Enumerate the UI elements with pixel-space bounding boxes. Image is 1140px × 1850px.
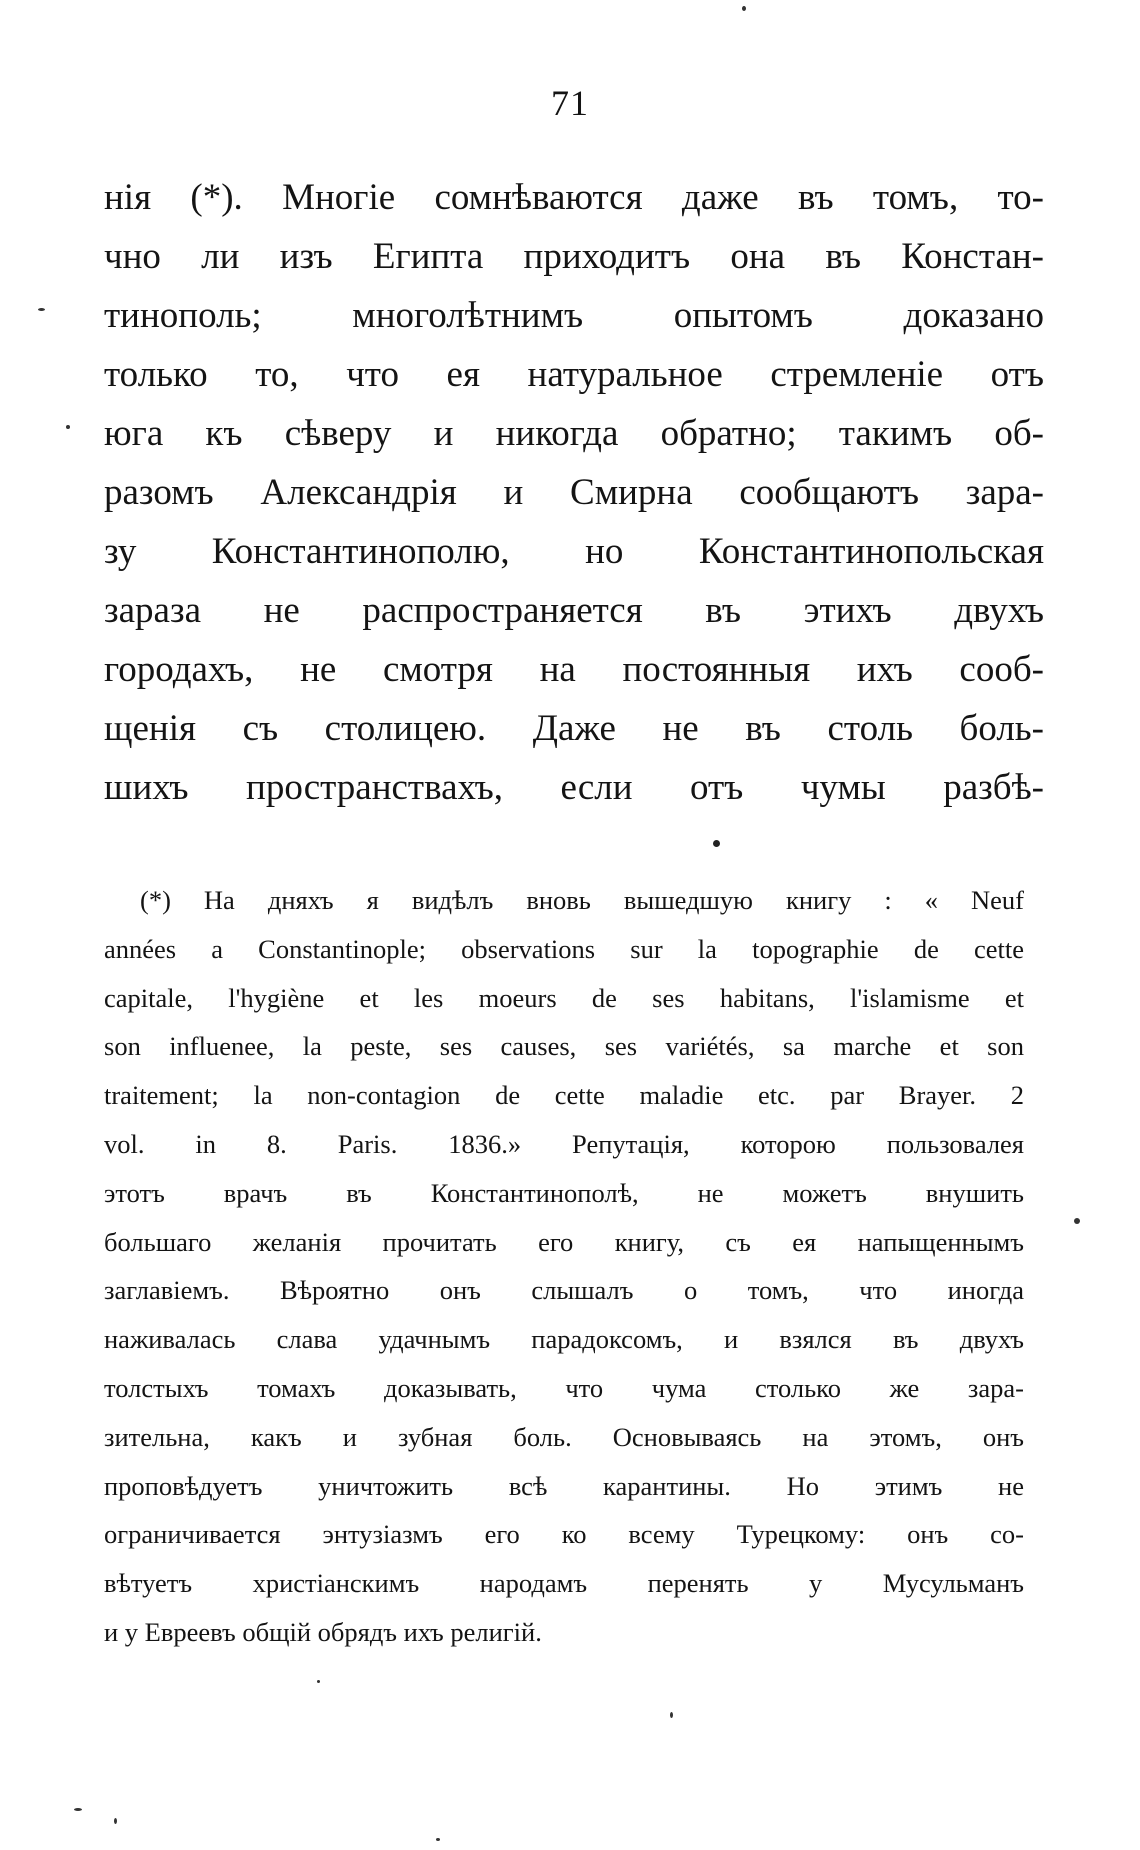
footnote-line: заглавіемъ. Вѣроятно онъ слышалъ о томъ, что иногда [104, 1275, 1024, 1306]
footnote-line: проповѣдуетъ уничтожить всѣ карантины. Но этимъ не [104, 1470, 1024, 1501]
footnote-line: son influenee, la peste, ses causes, ses variétés, sa marche et son [104, 1031, 1024, 1062]
main-text-block [104, 168, 1044, 817]
main-text-line: только то, что ея натуральное стремленіе отъ [104, 354, 1044, 395]
scan-speck [436, 1838, 440, 1841]
footnote-line: vol. in 8. Paris. 1836.» Репутація, которою пользовалея [104, 1128, 1024, 1159]
footnote-line: вѣтуетъ христіанскимъ народамъ перенять у Мусульманъ [104, 1568, 1024, 1599]
scan-speck [114, 1818, 117, 1824]
main-text-line: зараза не распространяется въ этихъ двухъ [104, 590, 1044, 631]
scan-speck [1074, 1218, 1080, 1224]
main-text-line: щенія съ столицею. Даже не въ столь боль- [104, 708, 1044, 749]
page-number: 71 [551, 83, 589, 123]
scan-speck [670, 1712, 673, 1718]
scan-speck [742, 6, 746, 11]
footnote-line: и у Евреевъ общій обрядъ ихъ религій. [104, 1616, 542, 1647]
footnote-line: зительна, какъ и зубная боль. Основываясь на этомъ, онъ [104, 1421, 1024, 1452]
footnote-line: traitement; la non-contagion de cette maladie etc. par Brayer. 2 [104, 1080, 1024, 1111]
footnote-line: толстыхъ томахъ доказывать, что чума столько же зара- [104, 1372, 1024, 1403]
footnote-line: наживалась слава удачнымъ парадоксомъ, и взялся въ двухъ [104, 1324, 1024, 1355]
footnote-line: années a Constantinople; observations sur la topographie de cette [104, 933, 1024, 964]
scan-speck [74, 1808, 82, 1811]
main-text-line: юга къ сѣверу и никогда обратно; такимъ об- [104, 413, 1044, 454]
main-text-line: городахъ, не смотря на постоянныя ихъ сооб- [104, 649, 1044, 690]
scan-speck [66, 425, 70, 429]
scan-speck [317, 1680, 320, 1683]
footnote-line: ограничивается энтузіазмъ его ко всему Турецкому: онъ со- [104, 1519, 1024, 1550]
main-text-line: чно ли изъ Египта приходитъ она въ Констан- [104, 236, 1044, 277]
main-text-line: нія (*). Многіе сомнѣваются даже въ томъ, то- [104, 177, 1044, 218]
footnote-separator-dot [713, 840, 720, 847]
footnote-line: этотъ врачъ въ Константинополѣ, не можетъ внушить [104, 1177, 1024, 1208]
scan-speck [38, 308, 45, 311]
main-text-line: шихъ пространствахъ, если отъ чумы разбѣ- [104, 767, 1044, 808]
main-text-line: тинополь; многолѣтнимъ опытомъ доказано [104, 295, 1044, 336]
main-text-line: зу Константинополю, но Константинопольская [104, 531, 1044, 572]
main-text-line: разомъ Александрія и Смирна сообщаютъ зара- [104, 472, 1044, 513]
footnote-line: (*) На дняхъ я видѣлъ вновь вышедшую книгу : « Neuf [140, 885, 1024, 915]
footnote-line: большаго желанія прочитать его книгу, съ ея напыщеннымъ [104, 1226, 1024, 1257]
footnote-line: capitale, l'hygiène et les moeurs de ses habitans, l'islamisme et [104, 982, 1024, 1013]
footnote-block [104, 876, 1024, 1657]
